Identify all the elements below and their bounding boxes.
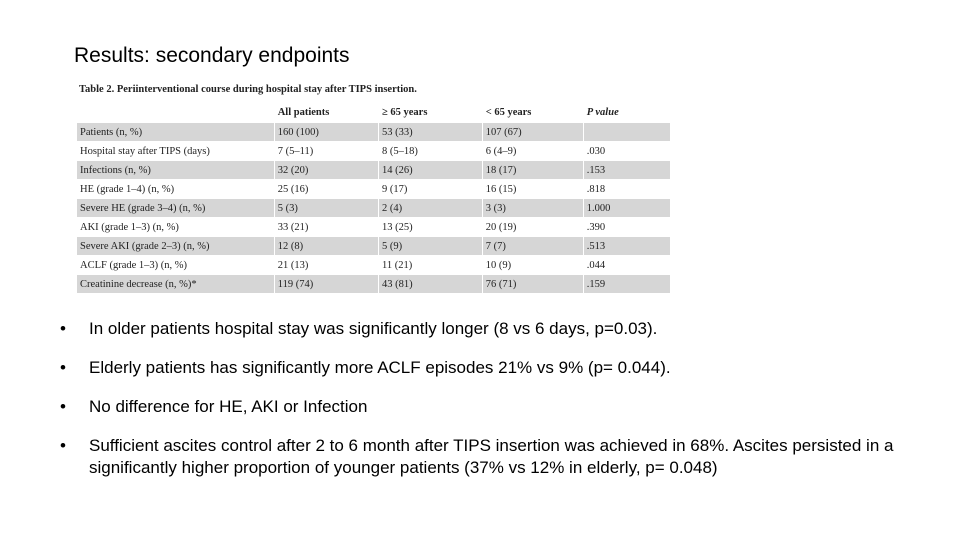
finding-text: Sufficient ascites control after 2 to 6 month after TIPS insertion was achieved in 68%. Ascites persisted in a significantly higher proportion of younger patients (37% vs 12% in elderly, p= 0.048) — [89, 436, 894, 477]
results-table-figure — [77, 82, 671, 302]
table-row — [77, 123, 671, 142]
cell-young: 7 (7) — [482, 237, 583, 256]
header-all-patients: All patients — [274, 103, 378, 123]
cell-old: 14 (26) — [379, 161, 483, 180]
cell-all: 119 (74) — [274, 275, 378, 294]
cell-old: 9 (17) — [379, 180, 483, 199]
header-65-and-over: ≥ 65 years — [379, 103, 483, 123]
slide-title: Results: secondary endpoints — [74, 44, 350, 67]
cell-all: 12 (8) — [274, 237, 378, 256]
cell-old: 13 (25) — [379, 218, 483, 237]
bullet-icon: • — [60, 319, 66, 338]
cell-young: 107 (67) — [482, 123, 583, 142]
cell-all: 32 (20) — [274, 161, 378, 180]
cell-p — [583, 123, 670, 142]
header-label — [77, 103, 274, 123]
results-table — [77, 103, 671, 293]
list-item — [60, 396, 930, 418]
header-p-value: P value — [583, 103, 670, 123]
list-item — [60, 357, 930, 379]
cell-all: 21 (13) — [274, 256, 378, 275]
bullet-icon: • — [60, 397, 66, 416]
cell-old: 5 (9) — [379, 237, 483, 256]
row-label: Severe AKI (grade 2–3) (n, %) — [77, 237, 274, 256]
table-caption: Table 2. Periinterventional course during hospital stay after TIPS insertion. — [79, 84, 417, 95]
bullet-icon: • — [60, 358, 66, 377]
finding-text: Elderly patients has significantly more ACLF episodes 21% vs 9% (p= 0.044). — [89, 358, 671, 377]
list-item — [60, 435, 930, 479]
table-row — [77, 199, 671, 218]
table-row — [77, 142, 671, 161]
cell-old: 53 (33) — [379, 123, 483, 142]
cell-young: 6 (4–9) — [482, 142, 583, 161]
bullet-icon: • — [60, 436, 66, 455]
cell-young: 10 (9) — [482, 256, 583, 275]
cell-old: 2 (4) — [379, 199, 483, 218]
table-header-row — [77, 103, 671, 123]
finding-text: No difference for HE, AKI or Infection — [89, 397, 368, 416]
cell-all: 25 (16) — [274, 180, 378, 199]
row-label: HE (grade 1–4) (n, %) — [77, 180, 274, 199]
table-row — [77, 180, 671, 199]
cell-all: 7 (5–11) — [274, 142, 378, 161]
cell-old: 8 (5–18) — [379, 142, 483, 161]
cell-young: 20 (19) — [482, 218, 583, 237]
table-row — [77, 161, 671, 180]
cell-p: .030 — [583, 142, 670, 161]
cell-all: 5 (3) — [274, 199, 378, 218]
list-item — [60, 318, 930, 340]
cell-young: 3 (3) — [482, 199, 583, 218]
cell-p: 1.000 — [583, 199, 670, 218]
cell-young: 16 (15) — [482, 180, 583, 199]
row-label: Infections (n, %) — [77, 161, 274, 180]
row-label: Patients (n, %) — [77, 123, 274, 142]
cell-old: 43 (81) — [379, 275, 483, 294]
row-label: AKI (grade 1–3) (n, %) — [77, 218, 274, 237]
cell-p: .159 — [583, 275, 670, 294]
table-row — [77, 218, 671, 237]
header-under-65: < 65 years — [482, 103, 583, 123]
row-label: Creatinine decrease (n, %)* — [77, 275, 274, 294]
cell-old: 11 (21) — [379, 256, 483, 275]
table-row — [77, 275, 671, 294]
cell-p: .390 — [583, 218, 670, 237]
findings-list — [60, 318, 930, 496]
cell-all: 160 (100) — [274, 123, 378, 142]
cell-all: 33 (21) — [274, 218, 378, 237]
cell-p: .513 — [583, 237, 670, 256]
cell-young: 76 (71) — [482, 275, 583, 294]
table-row — [77, 256, 671, 275]
row-label: Severe HE (grade 3–4) (n, %) — [77, 199, 274, 218]
cell-young: 18 (17) — [482, 161, 583, 180]
row-label: ACLF (grade 1–3) (n, %) — [77, 256, 274, 275]
cell-p: .044 — [583, 256, 670, 275]
table-row — [77, 237, 671, 256]
row-label: Hospital stay after TIPS (days) — [77, 142, 274, 161]
cell-p: .153 — [583, 161, 670, 180]
cell-p: .818 — [583, 180, 670, 199]
finding-text: In older patients hospital stay was significantly longer (8 vs 6 days, p=0.03). — [89, 319, 658, 338]
